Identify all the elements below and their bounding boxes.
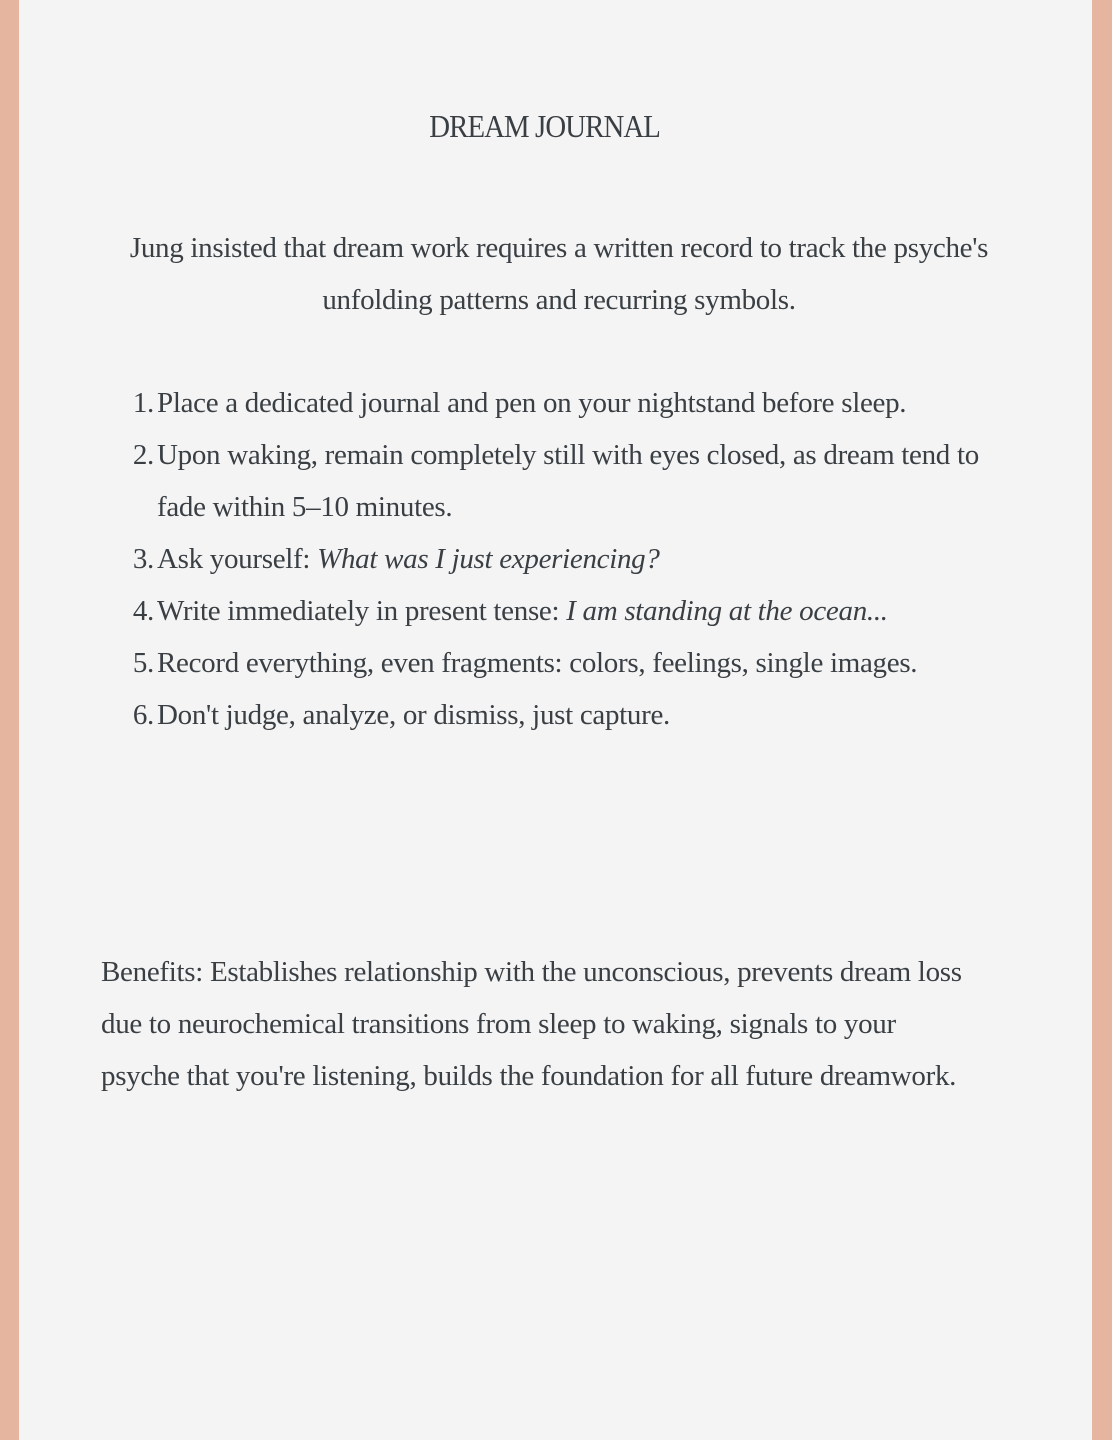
step-text: Don't judge, analyze, or dismiss, just capture.	[157, 699, 671, 731]
benefits-paragraph: Benefits: Establishes relationship with the unconscious, prevents dream loss due to neurochemical transitions from sleep to waking, signals to your psyche that you're listening, builds the foundation for all future dreamwork.	[101, 956, 962, 1092]
step-italic-text: I am standing at the ocean...	[566, 595, 888, 627]
list-item	[101, 689, 981, 741]
step-text: Record everything, even fragments: colors, feelings, single images.	[157, 647, 918, 679]
step-text: Upon waking, remain completely still with eyes closed, as dream tend to fade within 5–10 minutes.	[157, 439, 979, 523]
intro-paragraph: Jung insisted that dream work requires a written record to track the psyche's unfolding patterns and recurring symbols.	[129, 232, 989, 316]
step-italic-text: What was I just experiencing?	[317, 543, 660, 575]
step-number: 3.	[132, 543, 154, 575]
list-item	[101, 533, 981, 585]
step-number: 1.	[132, 387, 154, 419]
list-item	[101, 377, 981, 429]
step-number: 2.	[132, 439, 154, 471]
page-title: DREAM JOURNAL	[429, 108, 660, 144]
step-text: Write immediately in present tense:	[157, 595, 567, 627]
step-text: Ask yourself:	[157, 543, 318, 575]
list-item	[101, 585, 981, 637]
list-item	[101, 637, 981, 689]
step-number: 4.	[132, 595, 154, 627]
journal-page	[19, 0, 1092, 1440]
step-number: 6.	[132, 699, 154, 731]
list-item	[101, 429, 981, 533]
steps-list	[101, 377, 981, 741]
step-text: Place a dedicated journal and pen on your nightstand before sleep.	[157, 387, 907, 419]
step-number: 5.	[132, 647, 154, 679]
